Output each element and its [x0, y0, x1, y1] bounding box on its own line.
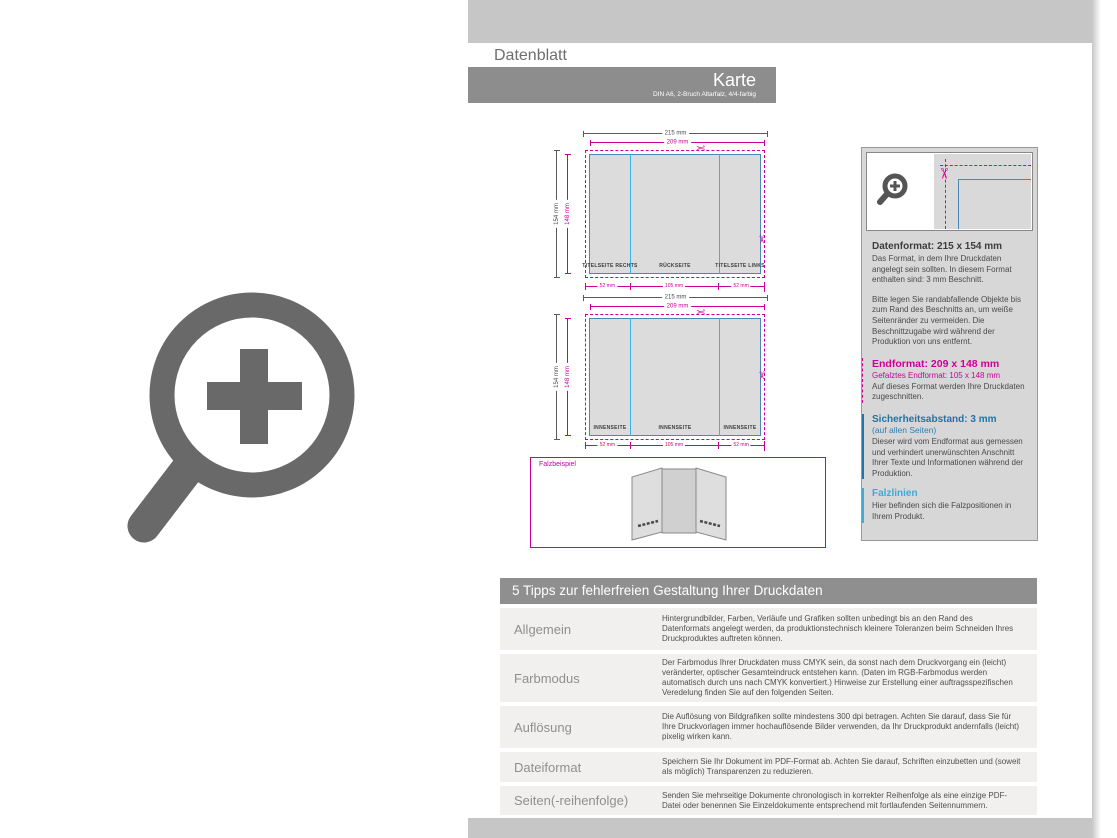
tip-term: Auflösung	[514, 719, 572, 735]
tip-term: Seiten(-reihenfolge)	[514, 793, 629, 808]
table-row	[500, 608, 1037, 650]
fold-segment-dims-inner	[585, 441, 765, 451]
endformat-subheading: Gefalztes Endformat: 105 x 148 mm	[872, 370, 1001, 380]
fold-line	[719, 318, 720, 436]
fold-line	[630, 318, 631, 436]
zoom-plus-icon	[874, 173, 910, 209]
dim-label: 154 mm	[554, 363, 560, 391]
trim-area-inner	[589, 318, 761, 436]
dim-trim-width-inner	[590, 303, 765, 310]
tip-term: Farbmodus	[514, 670, 580, 686]
dim-label: 148 mm	[565, 363, 571, 391]
dim-total-height-inner	[554, 314, 560, 440]
dim-total-width-inner	[583, 294, 768, 301]
datenformat-heading: Datenformat: 215 x 154 mm	[872, 241, 1003, 252]
zoom-plus-icon	[112, 283, 367, 573]
table-row	[500, 752, 1037, 782]
tip-description: Der Farbmodus Ihrer Druckdaten muss CMYK sein, da sonst nach dem Druckvorgang ein (leicht) veränderter, optischer Gesamteindruck entstehen kann. (Daten im RGB-Farbmodus werden automatisch durch uns nach CMYK konvertiert.) Hinweise zur Erstellung einer auftragsspezifischen Veredelung finden Sie auf den folgenden Seiten.	[662, 658, 1013, 697]
segment-dim: 52 mm	[585, 441, 630, 451]
dim-label: 215 mm	[662, 131, 690, 137]
panel-label: TITELSEITE RECHTS	[582, 263, 638, 269]
fold-example-box	[530, 457, 826, 548]
panel-label: INNENSEITE	[593, 425, 627, 431]
trim-line	[958, 179, 959, 229]
scissors-icon: ✂	[696, 143, 706, 155]
tip-description: Die Auflösung von Bildgrafiken sollte mindestens 300 dpi betragen. Achten Sie darauf, dass Sie für Ihre Druckvorlagen immer hochauflösende Bilder verwenden, da Ihr Druckprodukt andernfalls (leicht) pixelig wirken kann.	[662, 712, 1020, 741]
tip-term: Allgemein	[514, 621, 572, 637]
scissors-icon: ✂	[755, 370, 768, 381]
endformat-heading: Endformat: 209 x 148 mm	[872, 357, 1000, 370]
title-bar	[468, 67, 776, 103]
datenblatt-tab	[477, 43, 591, 68]
fold-example-label: Falzbeispiel	[539, 461, 576, 468]
panel-label: RÜCKSEITE	[659, 263, 691, 269]
dim-label: 215 mm	[662, 295, 690, 301]
dim-trim-height-inner	[565, 318, 571, 436]
datenformat-body: Das Format, in dem Ihre Druckdaten angelegt sein sollten. In diesem Format enthalten sind: 3 mm Beschnitt.	[872, 254, 1012, 285]
scissors-icon: ✂	[934, 167, 952, 180]
safety-body: Dieser wird vom Endformat aus gemessen und verhindert unerwünschten Anschnitt Ihrer Texte und Informationen während der Produktion.	[872, 436, 1024, 478]
fold-line	[630, 154, 631, 274]
dim-total-height-outer	[554, 150, 560, 278]
segment-dim: 105 mm	[630, 282, 719, 292]
tip-description: Hintergrundbilder, Farben, Verläufe und Grafiken sollten unbedingt bis an den Rand des Datenformats angelegt werden, da produktionstechnisch kleinere Toleranzen beim Schneiden Ihres Druckproduktes auftreten können.	[662, 614, 1014, 643]
fold-lines-heading: Falzlinien	[872, 488, 918, 500]
bleed-detail-illustration	[866, 152, 1033, 231]
trim-area-outer	[589, 154, 761, 274]
table-row	[500, 786, 1037, 815]
dim-trim-height-outer	[565, 154, 571, 274]
fold-lines-body: Hier befinden sich die Falzpositionen in Ihrem Produkt.	[872, 501, 1012, 521]
segment-dim: 52 mm	[718, 282, 765, 292]
endformat-section	[862, 358, 1027, 403]
datenblatt-label: Datenblatt	[494, 47, 567, 64]
tip-description: Speichern Sie Ihr Dokument im PDF-Format ab. Achten Sie darauf, Schriften einzubetten und (soweit als möglich) Transparenzen zu reduzieren.	[662, 757, 1021, 776]
dim-label: 154 mm	[554, 200, 560, 228]
panel-label: TITELSEITE LINKS	[715, 263, 765, 269]
safety-margin-section	[862, 414, 1027, 479]
dim-label: 209 mm	[664, 304, 692, 310]
safety-subheading: (auf allen Seiten)	[872, 424, 937, 435]
fold-line	[719, 154, 720, 274]
page-top-strip	[468, 0, 1092, 43]
table-row	[500, 654, 1037, 702]
dim-label: 148 mm	[565, 200, 571, 228]
dim-trim-width-outer	[590, 139, 765, 146]
tips-table	[500, 608, 1037, 815]
fold-segment-dims-outer	[585, 282, 765, 292]
dim-total-width-outer	[583, 130, 768, 137]
tips-header: 5 Tipps zur fehlerfreien Gestaltung Ihrer Druckdaten	[500, 578, 1037, 604]
bleed-note: Bitte legen Sie randabfallende Objekte bis zum Rand des Beschnitts an, um weiße Seitenränder zu vermeiden. Die Beschnittzugabe wird während der Produktion von uns entfernt.	[872, 294, 1021, 347]
fold-lines-section	[862, 488, 1027, 522]
page-bottom-strip	[468, 818, 1092, 838]
safety-heading: Sicherheitsabstand: 3 mm	[872, 413, 997, 425]
page-subtitle: DIN A6, 2-Bruch Altarfalz, 4/4-farbig	[653, 91, 756, 98]
page-corner-detail	[934, 154, 1031, 229]
segment-dim: 105 mm	[630, 441, 719, 451]
table-row	[500, 706, 1037, 748]
dim-label: 209 mm	[664, 140, 692, 146]
panel-label: INNENSEITE	[723, 425, 757, 431]
endformat-body: Auf dieses Format werden Ihre Druckdaten zugeschnitten.	[872, 381, 1025, 402]
bleed-dashed-line	[940, 165, 1031, 166]
scissors-icon: ✂	[755, 234, 768, 245]
datenformat-section	[872, 241, 1027, 286]
page-edge-shadow	[1092, 0, 1101, 838]
format-info-panel	[861, 147, 1038, 541]
segment-dim: 52 mm	[585, 282, 630, 292]
trim-line	[958, 179, 1031, 180]
gate-fold-illustration	[621, 463, 741, 543]
scissors-icon: ✂	[696, 307, 706, 319]
segment-dim: 52 mm	[718, 441, 765, 451]
page-title: Karte	[712, 70, 756, 90]
tip-term: Dateiformat	[514, 759, 582, 775]
tip-description: Senden Sie mehrseitige Dokumente chronologisch in korrekter Reihenfolge als eine einzige PDF-Datei oder benennen Sie Einzeldokumente entsprechend mit fortlaufenden Seitennummern.	[662, 790, 1008, 810]
panel-label: INNENSEITE	[658, 425, 692, 431]
